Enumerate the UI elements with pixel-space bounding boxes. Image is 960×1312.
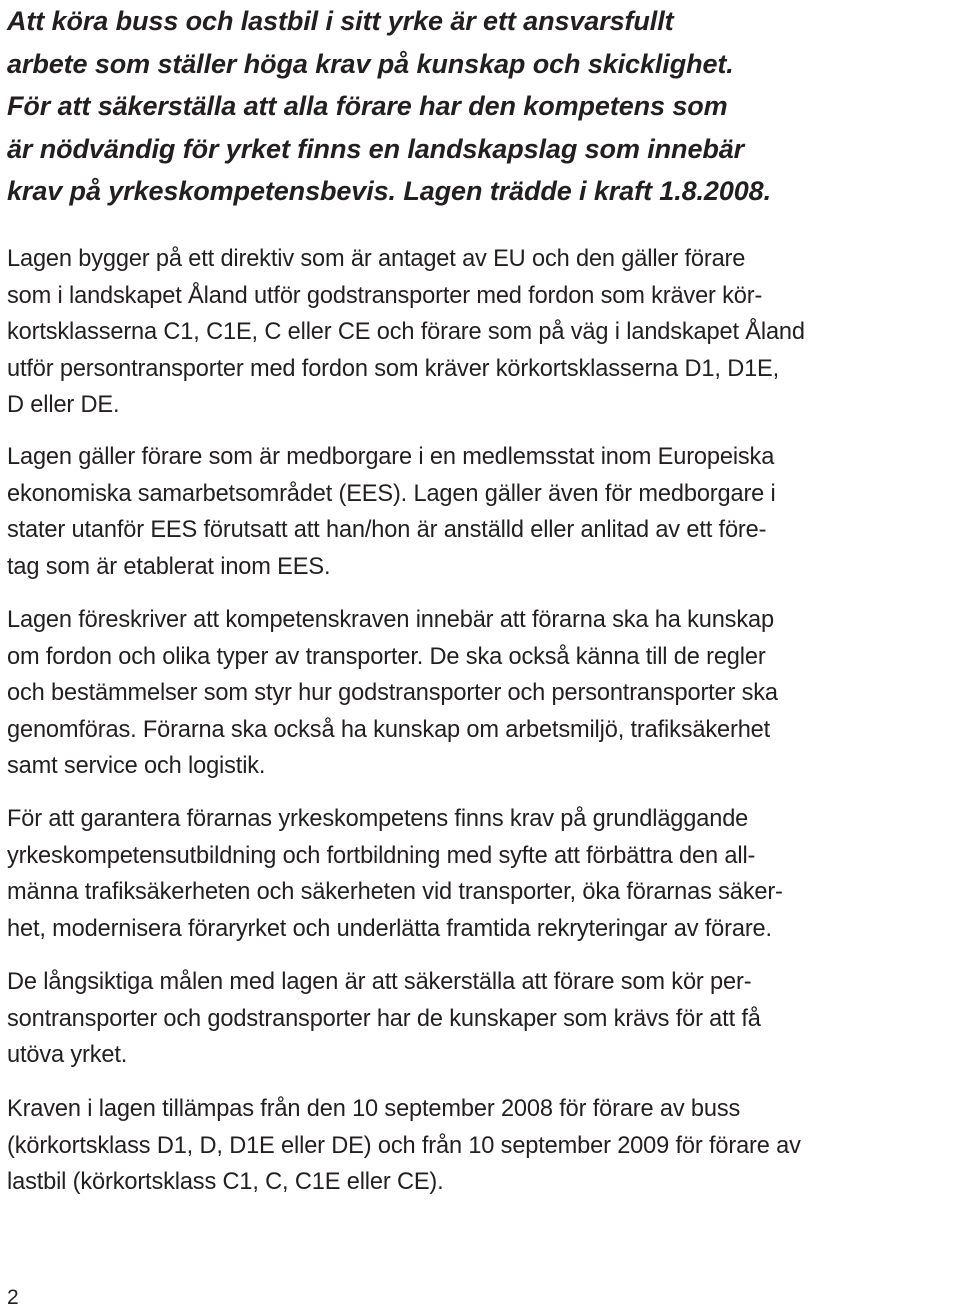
paragraph-competence-requirements (7, 602, 778, 785)
paragraph-line: För att garantera förarnas yrkeskompetens finns krav på grundläggande (7, 806, 749, 832)
intro-line: är nödvändig för yrket finns en landskapslag som innebär (7, 133, 745, 164)
paragraph-line: och bestämmelser som styr hur godstransporter och persontransporter ska (7, 680, 778, 706)
intro-line: arbete som ställer höga krav på kunskap och skicklighet. (7, 48, 734, 79)
paragraph-line: Kraven i lagen tillämpas från den 10 september 2008 för förare av buss (7, 1096, 741, 1122)
intro-paragraph (7, 0, 949, 213)
paragraph-line: ekonomiska samarbetsområdet (EES). Lagen gäller även för medborgare i (7, 480, 776, 507)
document-page (7, 0, 949, 1195)
paragraph-line: het, modernisera föraryrket och underlätta framtida rekryteringar av förare. (7, 915, 772, 942)
paragraph-line: Lagen föreskriver att kompetenskraven innebär att förarna ska ha kunskap (7, 607, 774, 633)
intro-line: krav på yrkeskompetensbevis. Lagen trädde i kraft 1.8.2008. (7, 176, 771, 206)
paragraph-line: tag som är etablerat inom EES. (7, 553, 331, 580)
paragraph-effective-dates (7, 1091, 801, 1201)
intro-line: För att säkerställa att alla förare har den kompetens som (7, 91, 728, 121)
paragraph-line: lastbil (körkortsklass C1, C, C1E eller CE). (7, 1169, 444, 1195)
paragraph-line: (körkortsklass D1, D, D1E eller DE) och från 10 september 2009 för förare av (7, 1132, 801, 1159)
paragraph-line: Lagen gäller förare som är medborgare i en medlemsstat inom Europeiska (7, 444, 775, 470)
paragraph-training (7, 801, 783, 947)
page-number: 2 (7, 1286, 19, 1309)
intro-line: Att köra buss och lastbil i sitt yrke är ett ansvarsfullt (7, 6, 674, 36)
paragraph-line: samt service och logistik. (7, 753, 266, 779)
paragraph-line: kortsklasserna C1, C1E, C eller CE och förare som på väg i landskapet Åland (7, 319, 805, 345)
paragraph-line: som i landskapet Åland utför godstransporter med fordon som kräver kör- (7, 282, 763, 309)
paragraph-line: D eller DE. (7, 392, 120, 418)
paragraph-ees-scope (7, 439, 776, 585)
paragraph-line: sontransporter och godstransporter har de kunskaper som krävs för att få (7, 1005, 761, 1032)
paragraph-line: utöva yrket. (7, 1042, 128, 1068)
paragraph-eu-directive (7, 241, 805, 424)
paragraph-line: De långsiktiga målen med lagen är att säkerställa att förare som kör per- (7, 969, 752, 995)
paragraph-line: genomföras. Förarna ska också ha kunskap om arbetsmiljö, trafiksäkerhet (7, 716, 771, 743)
paragraph-line: männa trafiksäkerheten och säkerheten vid transporter, öka förarnas säker- (7, 879, 783, 905)
paragraph-long-term-goals (7, 964, 761, 1074)
paragraph-line: stater utanför EES förutsatt att han/hon är anställd eller anlitad av ett före- (7, 517, 767, 543)
paragraph-line: Lagen bygger på ett direktiv som är antaget av EU och den gäller förare (7, 246, 746, 272)
paragraph-line: utför persontransporter med fordon som kräver körkortsklasserna D1, D1E, (7, 355, 780, 382)
paragraph-line: om fordon och olika typer av transporter. De ska också känna till de regler (7, 643, 766, 670)
paragraph-line: yrkeskompetensutbildning och fortbildning med syfte att förbättra den all- (7, 842, 756, 869)
